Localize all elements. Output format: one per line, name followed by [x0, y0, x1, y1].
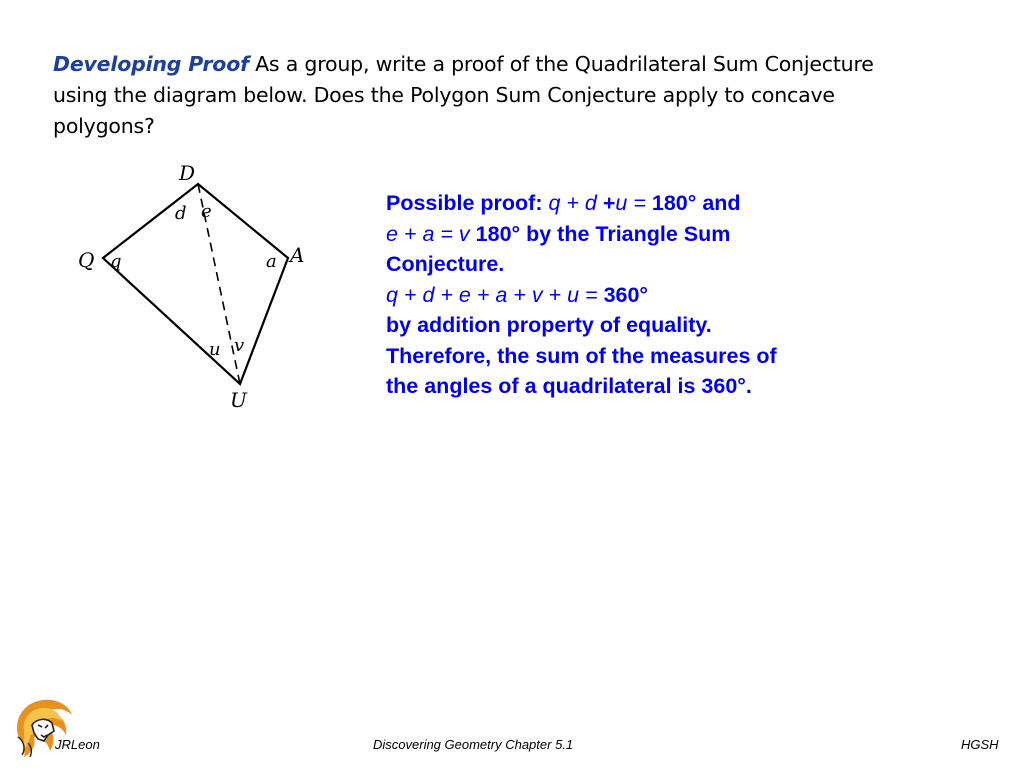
angle-label-a: a: [266, 251, 277, 272]
vertex-label-q: Q: [78, 248, 95, 272]
quadrilateral-shape: [103, 184, 288, 384]
proof-line-7: the angles of a quadrilateral is 360°.: [386, 374, 752, 398]
proof-plus: +: [602, 191, 616, 215]
proof-line-5: by addition property of equality.: [386, 313, 712, 337]
proof-line-6: Therefore, the sum of the measures of: [386, 343, 777, 368]
footer-author: JRLeon: [55, 737, 100, 752]
proof-expr-1b: u =: [615, 191, 652, 215]
proof-label: Possible proof:: [386, 191, 549, 215]
proof-expr-1: q + d: [548, 191, 603, 215]
vertex-label-d: D: [179, 161, 196, 185]
prompt-paragraph: [53, 49, 913, 142]
angle-label-e: e: [201, 201, 212, 222]
vertex-label-a: A: [290, 243, 305, 267]
prompt-lead: Developing Proof: [53, 52, 249, 76]
proof-line-2: [386, 219, 906, 250]
angle-label-d: d: [175, 203, 187, 224]
proof-line-4: [386, 280, 906, 311]
angle-label-u: u: [209, 339, 221, 360]
proof-end-1: 180° and: [651, 191, 741, 215]
footer-course: Discovering Geometry Chapter 5.1: [373, 737, 574, 752]
angle-label-v: v: [234, 335, 245, 356]
proof-expr-2: e + a = v: [386, 221, 476, 246]
angle-label-q: q: [110, 251, 122, 272]
proof-text: [386, 188, 906, 402]
quadrilateral-diagram: [70, 155, 330, 415]
proof-line-1: [386, 188, 906, 219]
footer-school: HGSH: [961, 737, 999, 752]
proof-end-4: 360°: [603, 282, 649, 307]
prompt-text: As a group, write a proof of the Quadrilateral Sum Conjecture using the diagram below. Does the Polygon Sum Conjecture apply to concave polygons?: [53, 52, 874, 138]
proof-expr-4: q + d + e + a + v + u =: [386, 282, 604, 307]
vertex-label-u: U: [230, 388, 247, 412]
proof-line-3: Conjecture.: [386, 252, 505, 276]
proof-end-2: 180° by the Triangle Sum: [475, 221, 731, 246]
